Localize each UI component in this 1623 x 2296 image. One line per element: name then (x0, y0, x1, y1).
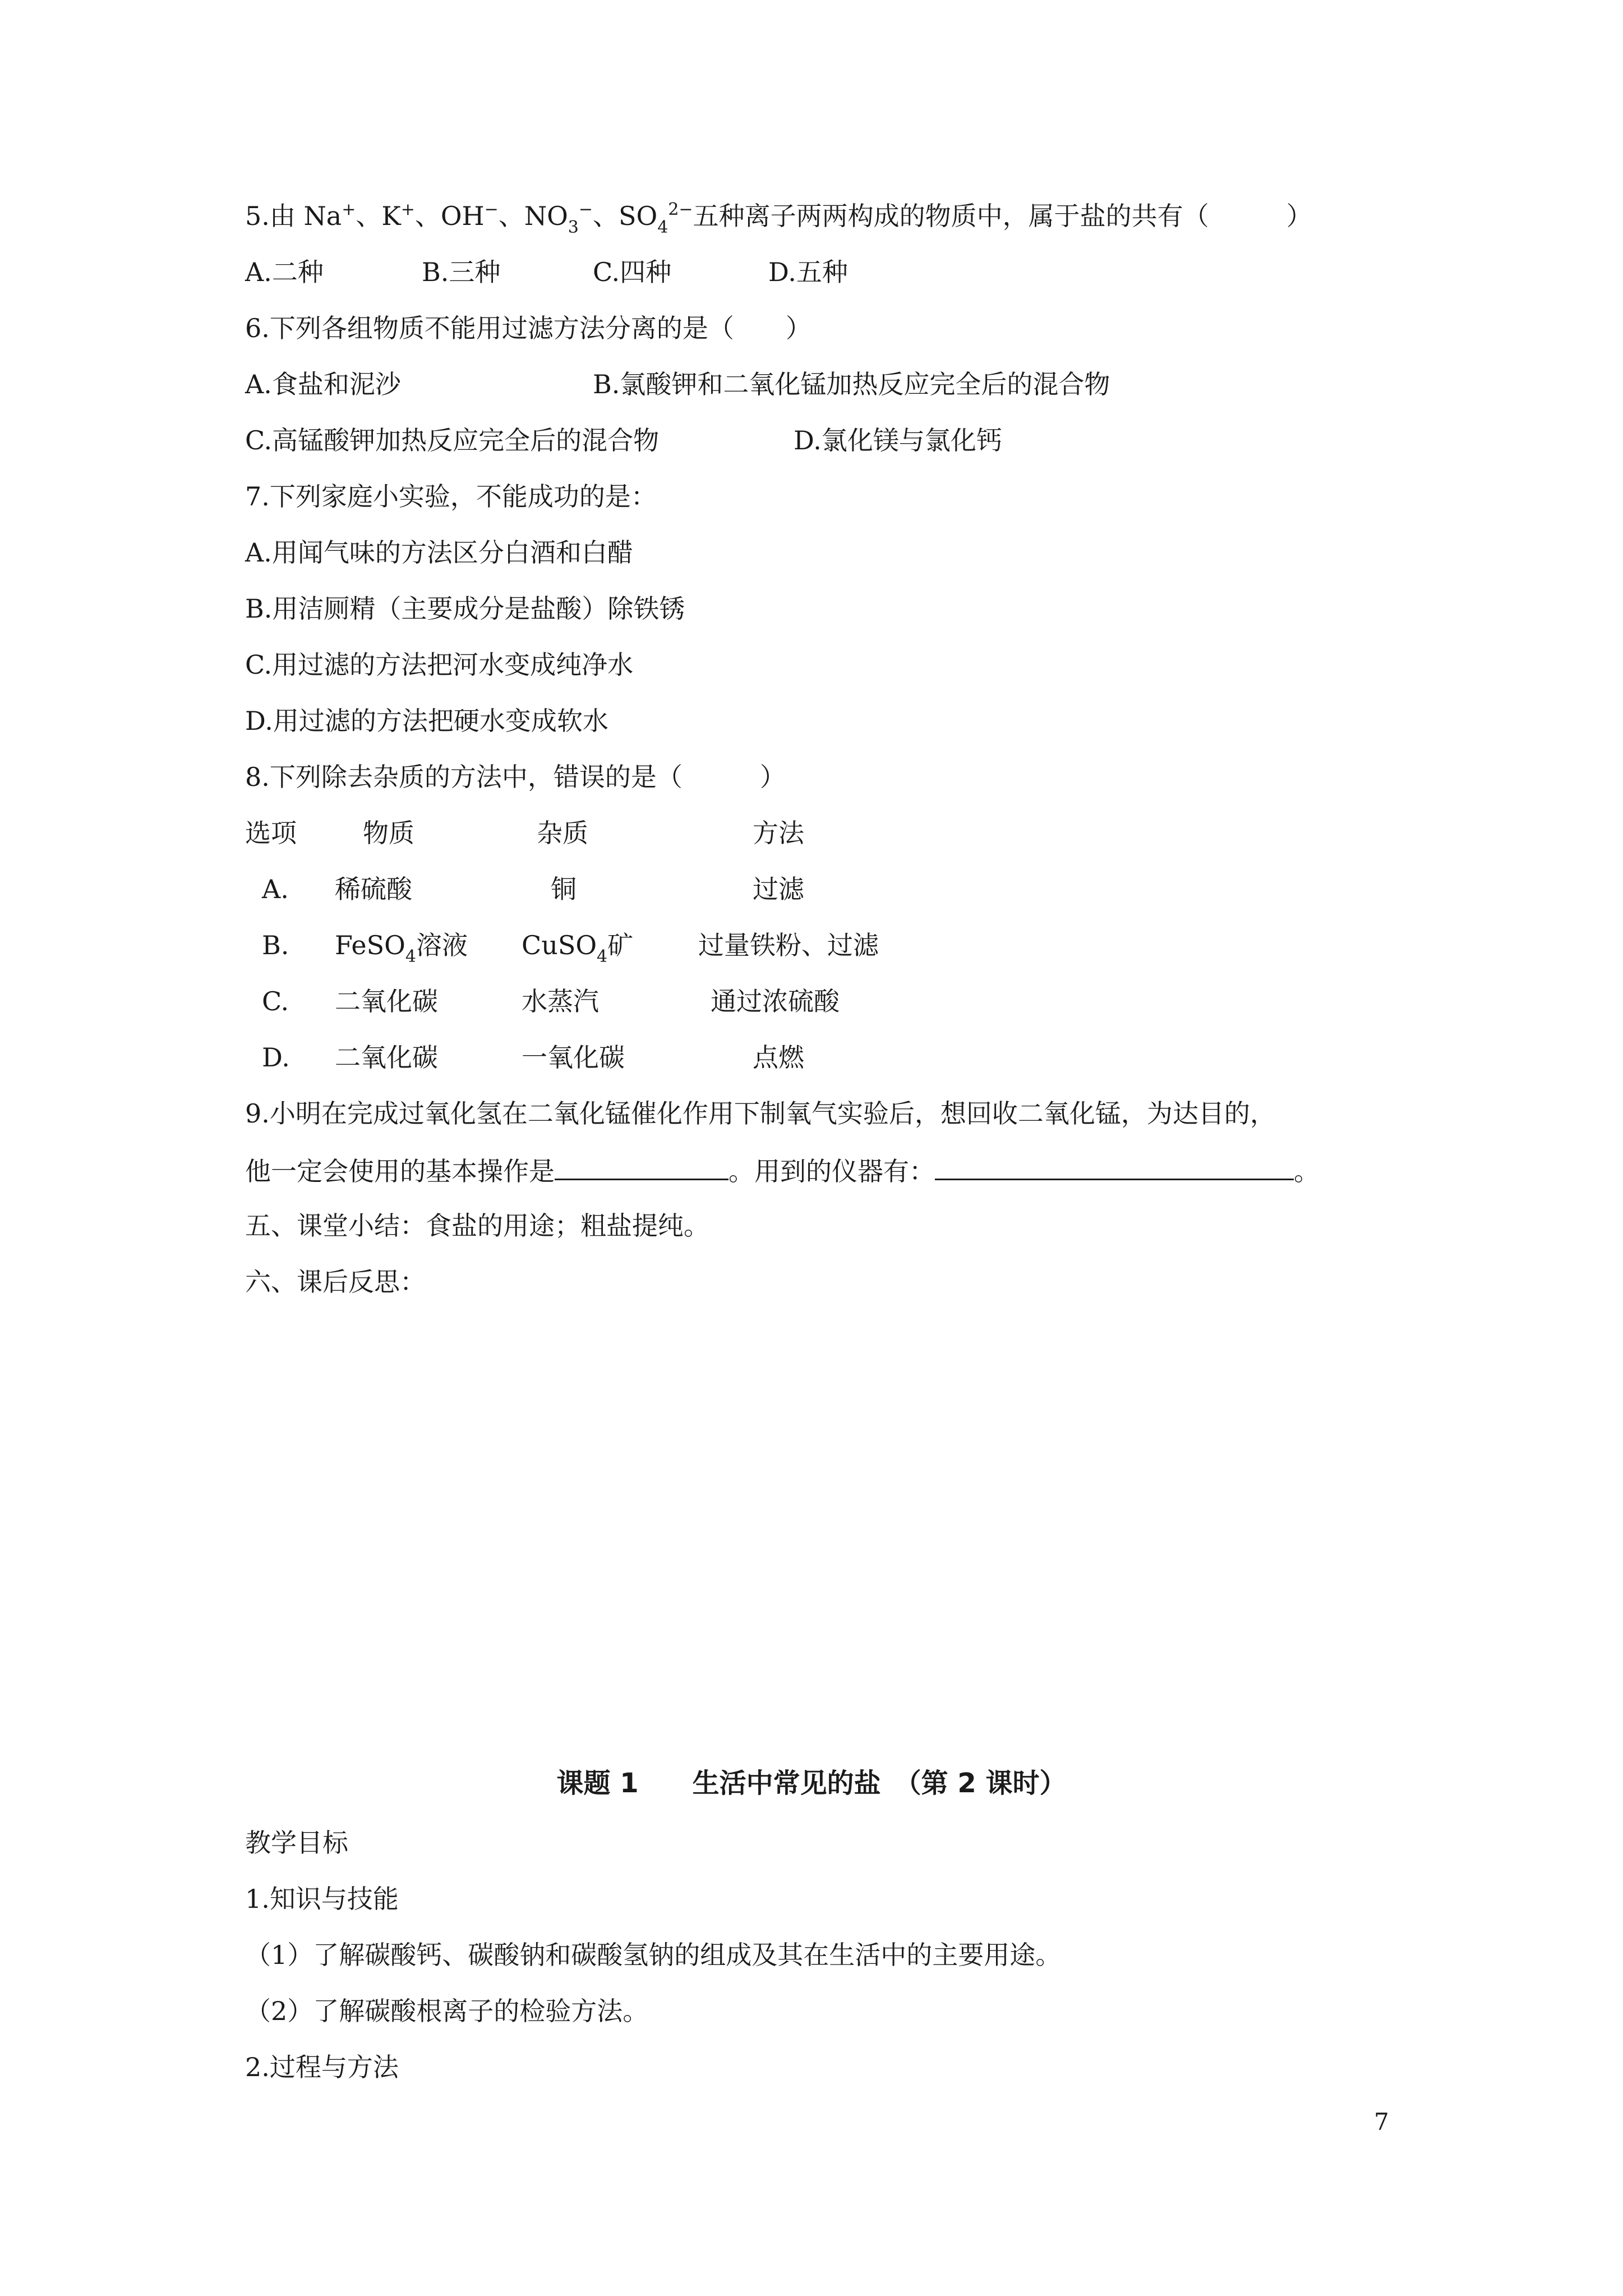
q8-impurity-sub: 4 (597, 947, 608, 967)
q8-row-d[interactable] (245, 1041, 1255, 1074)
q8-substance-formula: FeSO (335, 930, 405, 960)
q7-option-c[interactable]: C.用过滤的方法把河水变成纯净水 (245, 650, 634, 680)
q5-text: 、NO (498, 201, 568, 231)
q8-header-impurity: 杂质 (537, 818, 588, 848)
q8-row-impurity: 铜 (551, 874, 577, 904)
q8-row-substance: 稀硫酸 (335, 874, 412, 904)
q5-text: 5.由 Na (245, 201, 342, 231)
q9-operation-blank[interactable] (555, 1153, 728, 1180)
objectives-heading: 教学目标 (245, 1828, 348, 1858)
q8-impurity-formula: CuSO (522, 930, 597, 960)
question-6-options-row1 (245, 367, 1255, 401)
q5-oh-sup: − (484, 200, 499, 219)
q8-row-a[interactable] (245, 872, 1255, 906)
q5-option-c[interactable]: C.四种 (593, 257, 672, 287)
q5-na-sup: + (342, 200, 356, 219)
q8-header-method: 方法 (753, 818, 804, 848)
q8-row-method: 通过浓硫酸 (711, 986, 840, 1016)
q6-option-d[interactable]: D.氯化镁与氯化钙 (794, 425, 1002, 455)
q8-table-header (245, 816, 1255, 850)
q7-option-a[interactable]: A.用闻气味的方法区分白酒和白醋 (245, 537, 633, 568)
objective-1-2: （2）了解碳酸根离子的检验方法。 (245, 1996, 649, 2026)
q8-header-substance: 物质 (363, 818, 414, 848)
q5-no3-sub: 3 (568, 218, 579, 237)
question-5-options (245, 255, 1255, 289)
q5-option-d[interactable]: D.五种 (768, 257, 848, 287)
objective-1: 1.知识与技能 (245, 1884, 399, 1914)
q5-text: 、K (356, 201, 401, 231)
q8-row-option: A. (262, 874, 289, 904)
question-5-stem (245, 199, 1312, 237)
q5-k-sup: + (400, 200, 415, 219)
q6-option-c[interactable]: C.高锰酸钾加热反应完全后的混合物 (245, 425, 660, 455)
q8-substance-sub: 4 (405, 947, 416, 967)
q8-row-substance: 二氧化碳 (335, 1042, 438, 1073)
page-number: 7 (1374, 2108, 1389, 2136)
q8-substance-tail: 溶液 (416, 930, 468, 960)
q9-instruments-blank[interactable] (935, 1153, 1294, 1180)
q5-text: 、OH (414, 201, 485, 231)
question-9-line2 (245, 1153, 1320, 1188)
q9-text: 。 (1294, 1156, 1320, 1186)
question-8-stem: 8.下列除去杂质的方法中，错误的是（ ） (245, 762, 786, 792)
q5-so4-sup: 2− (668, 200, 693, 219)
q6-option-a[interactable]: A.食盐和泥沙 (245, 369, 401, 399)
q8-row-method: 过量铁粉、过滤 (698, 930, 879, 960)
q6-option-b[interactable]: B.氯酸钾和二氧化锰加热反应完全后的混合物 (593, 369, 1110, 399)
q7-option-d[interactable]: D.用过滤的方法把硬水变成软水 (245, 706, 608, 736)
q8-impurity-tail: 矿 (607, 930, 634, 960)
q5-text: 、SO (593, 201, 658, 231)
q8-row-impurity (522, 928, 633, 966)
q5-no3-sup: − (578, 200, 593, 219)
after-class-reflection: 六、课后反思： (245, 1267, 426, 1297)
lesson-title: 课题 1 生活中常见的盐 （第 2 课时） (556, 1768, 1067, 1799)
question-9-line1: 9.小明在完成过氧化氢在二氧化锰催化作用下制氧气实验后，想回收二氧化锰，为达目的， (245, 1098, 1276, 1129)
question-6-options-row2 (245, 424, 1255, 457)
q8-row-substance (335, 928, 468, 966)
objective-2: 2.过程与方法 (245, 2052, 399, 2082)
q8-row-impurity: 水蒸汽 (522, 986, 599, 1016)
class-summary: 五、课堂小结：食盐的用途；粗盐提纯。 (245, 1211, 709, 1241)
question-7-stem: 7.下列家庭小实验，不能成功的是： (245, 481, 657, 512)
q8-header-option: 选项 (245, 818, 297, 848)
q8-row-option: C. (262, 986, 289, 1016)
objective-1-1: （1）了解碳酸钙、碳酸钠和碳酸氢钠的组成及其在生活中的主要用途。 (245, 1940, 1062, 1970)
q7-option-b[interactable]: B.用洁厕精（主要成分是盐酸）除铁锈 (245, 593, 685, 624)
q8-row-impurity: 一氧化碳 (522, 1042, 625, 1073)
q8-row-substance: 二氧化碳 (335, 986, 438, 1016)
q5-option-b[interactable]: B.三种 (422, 257, 501, 287)
q8-row-option: B. (262, 930, 289, 960)
q8-row-b[interactable] (245, 928, 1255, 967)
q5-option-a[interactable]: A.二种 (245, 257, 324, 287)
q5-so4-sub: 4 (657, 218, 668, 237)
q8-row-c[interactable] (245, 984, 1255, 1018)
q9-text: 他一定会使用的基本操作是 (245, 1156, 555, 1186)
q9-text: 。用到的仪器有： (728, 1156, 935, 1186)
q8-row-option: D. (262, 1042, 290, 1073)
question-6-stem: 6.下列各组物质不能用过滤方法分离的是（ ） (245, 313, 811, 343)
q8-row-method: 点燃 (753, 1042, 804, 1073)
q5-text: 五种离子两两构成的物质中，属于盐的共有（ ） (693, 201, 1312, 231)
q8-row-method: 过滤 (753, 874, 804, 904)
